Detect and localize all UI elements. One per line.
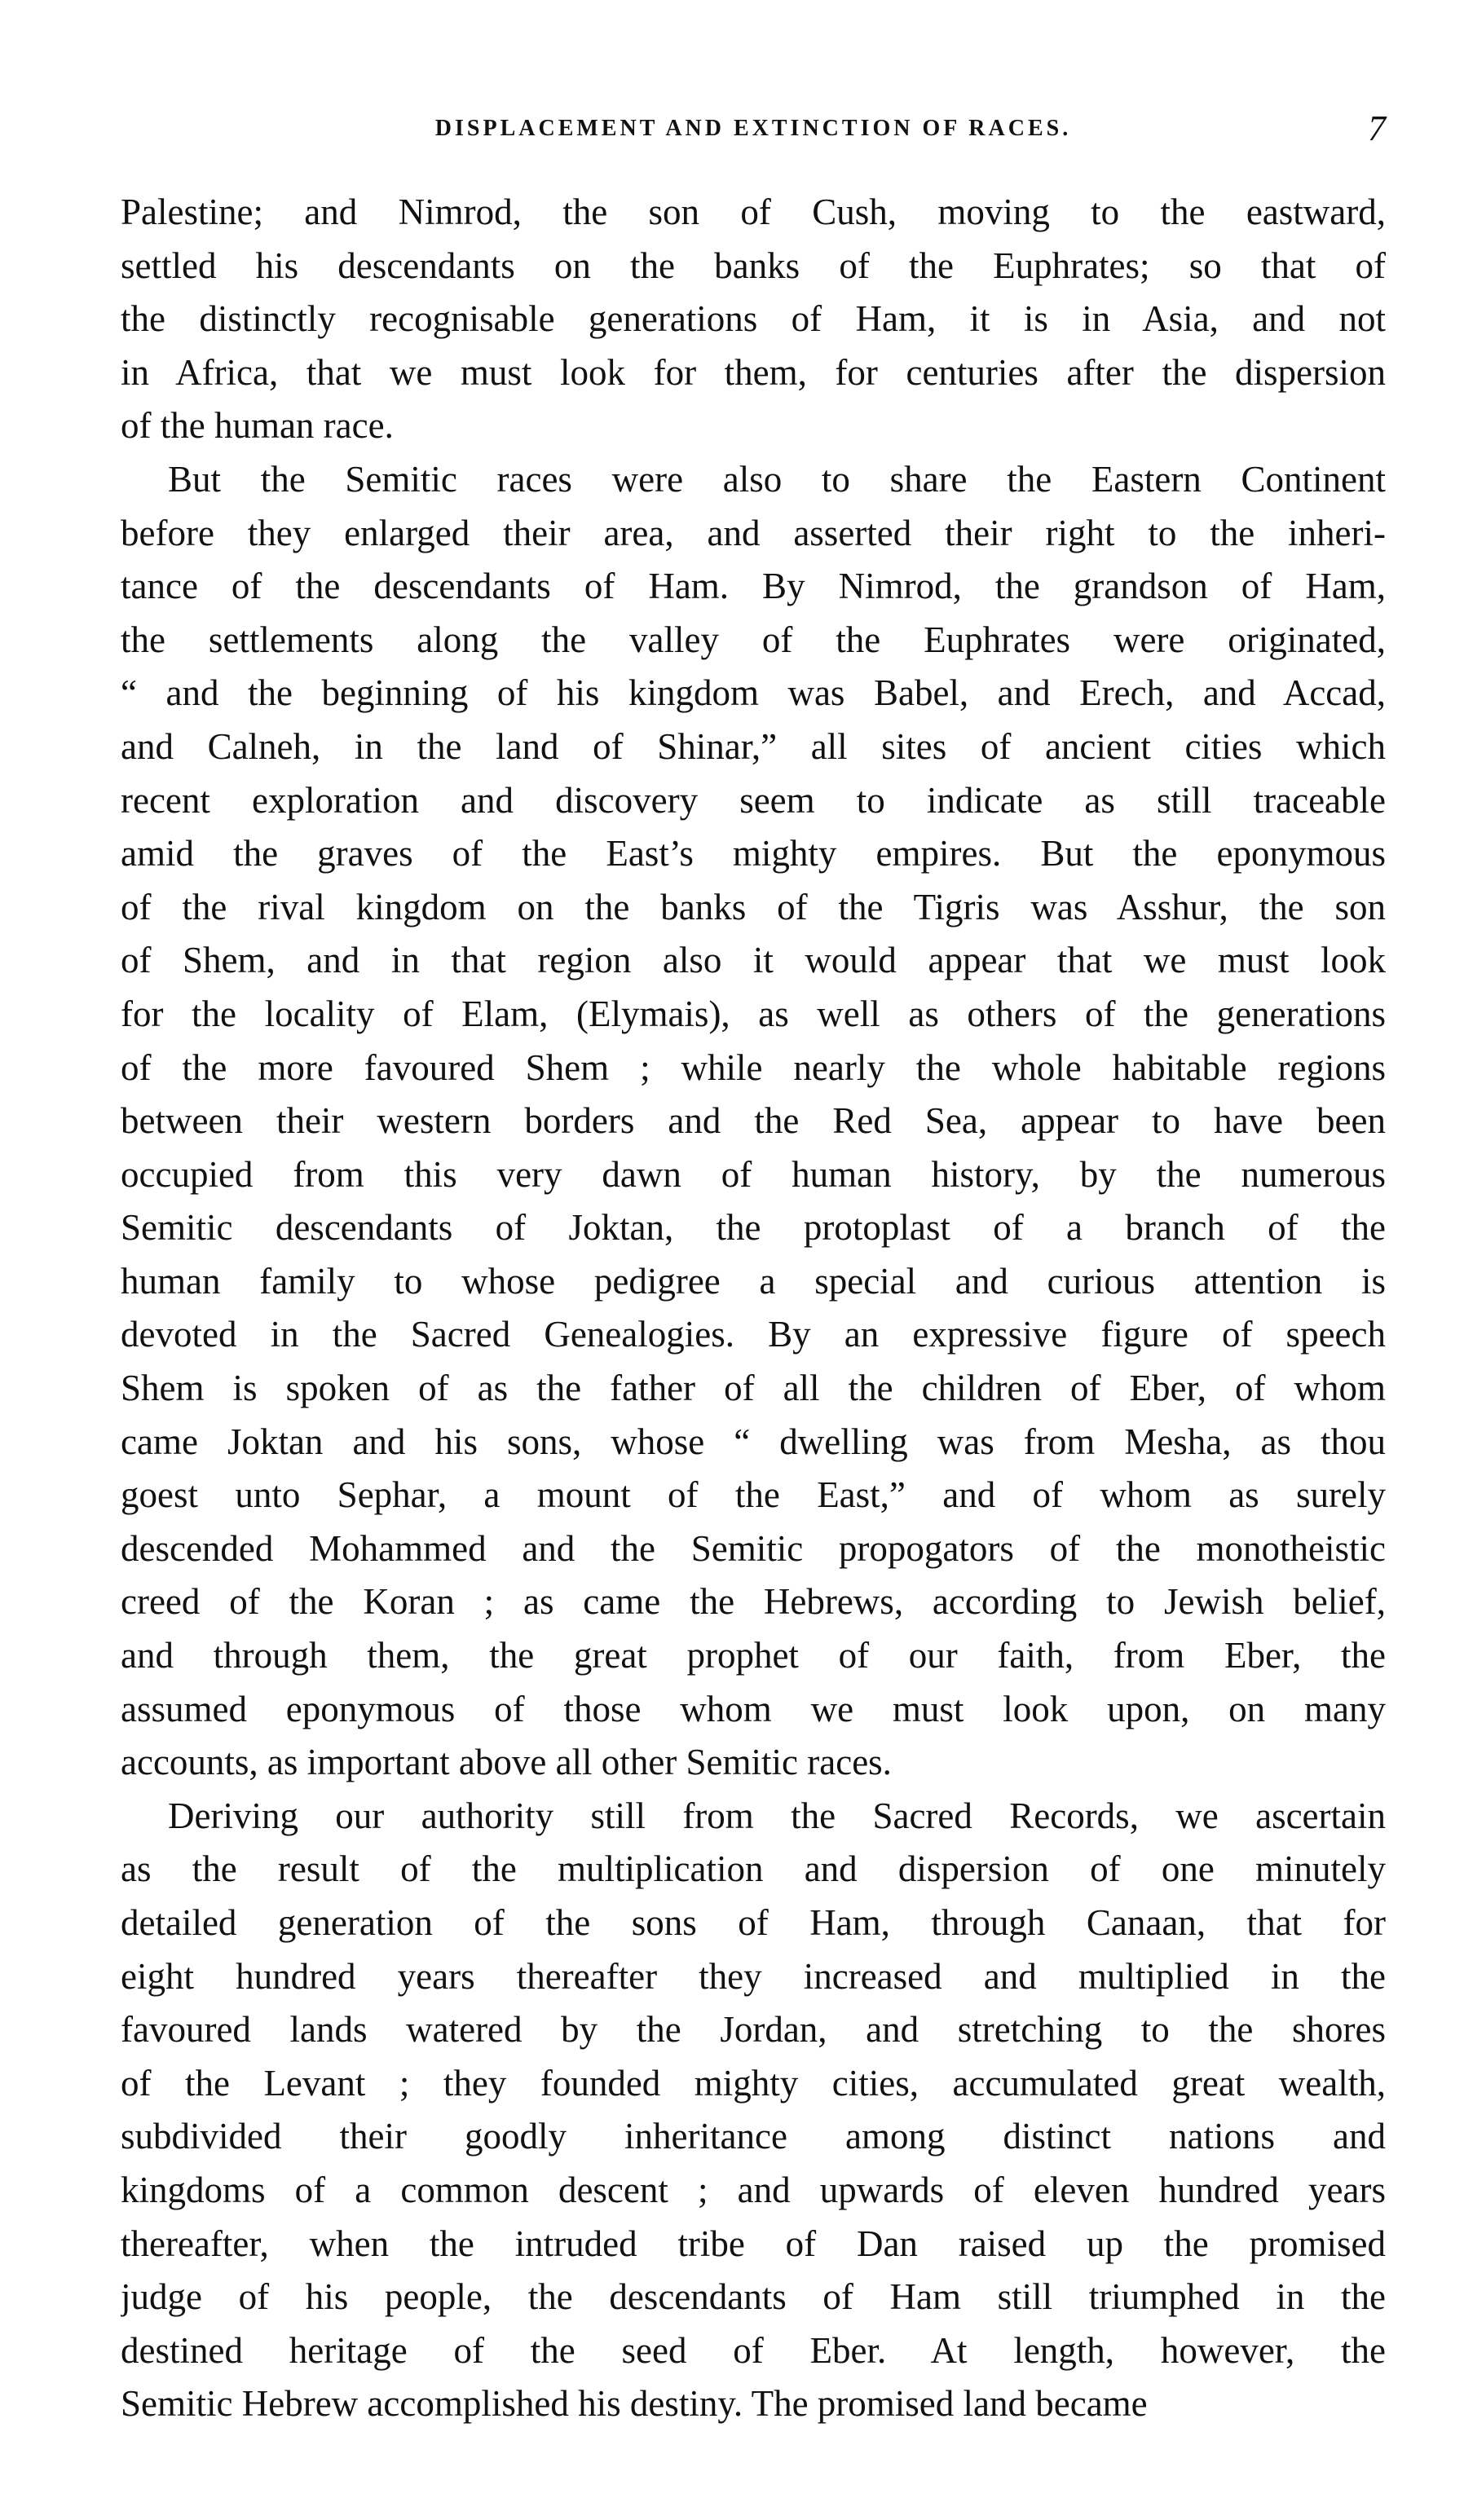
text-line: devoted in the Sacred Genealogies. By an expressive figure of speech [121, 1314, 1386, 1355]
paragraph [121, 186, 1386, 453]
paragraph [121, 453, 1386, 1790]
text-line: settled his descendants on the banks of the Euphrates; so that of [121, 245, 1386, 286]
text-line: But the Semitic races were also to share the Eastern Continent [168, 458, 1386, 500]
text-line: descended Mohammed and the Semitic propogators of the monotheistic [121, 1527, 1386, 1569]
text-line: “ and the beginning of his kingdom was Babel, and Erech, and Accad, [121, 672, 1386, 714]
text-line: and through them, the great prophet of our faith, from Eber, the [121, 1635, 1386, 1676]
text-line: eight hundred years thereafter they increased and multiplied in the [121, 1955, 1386, 1997]
text-line: creed of the Koran ; as came the Hebrews, according to Jewish belief, [121, 1581, 1386, 1623]
text-line: favoured lands watered by the Jordan, and stretching to the shores [121, 2009, 1386, 2051]
text-line: of Shem, and in that region also it would appear that we must look [121, 940, 1386, 981]
text-line: judge of his people, the descendants of Ham still triumphed in the [121, 2276, 1386, 2318]
text-line: Deriving our authority still from the Sacred Records, we ascertain [168, 1795, 1386, 1836]
text-line: occupied from this very dawn of human history, by the numerous [121, 1153, 1386, 1195]
text-line: the distinctly recognisable generations of Ham, it is in Asia, and not [121, 298, 1386, 340]
text-line: in Africa, that we must look for them, for centuries after the dispersion [121, 351, 1386, 393]
text-line: detailed generation of the sons of Ham, through Canaan, that for [121, 1902, 1386, 1943]
text-line: of the more favoured Shem ; while nearly the whole habitable regions [121, 1046, 1386, 1088]
running-title: DISPLACEMENT AND EXTINCTION OF RACES. [434, 116, 1072, 141]
text-line: the settlements along the valley of the Euphrates were originated, [121, 619, 1386, 660]
text-line: Semitic descendants of Joktan, the protoplast of a branch of the [121, 1207, 1386, 1249]
text-line: recent exploration and discovery seem to indicate as still traceable [121, 779, 1386, 821]
text-line: human family to whose pedigree a special and curious attention is [121, 1260, 1386, 1302]
text-line: thereafter, when the intruded tribe of Dan raised up the promised [121, 2223, 1386, 2264]
text-line: Palestine; and Nimrod, the son of Cush, moving to the eastward, [121, 192, 1386, 232]
text-line: subdivided their goodly inheritance among distinct nations and [121, 2116, 1386, 2157]
page-number: 7 [1368, 108, 1386, 148]
text-line: kingdoms of a common descent ; and upwards of eleven hundred years [121, 2169, 1386, 2210]
text-line: Semitic Hebrew accomplished his destiny. The promised land became [121, 2383, 1148, 2425]
text-line: came Joktan and his sons, whose “ dwelling was from Mesha, as thou [121, 1421, 1386, 1462]
text-line: before they enlarged their area, and asserted their right to the inheri- [121, 512, 1386, 553]
text-line: amid the graves of the East’s mighty empires. But the eponymous [121, 833, 1386, 875]
text-line: and Calneh, in the land of Shinar,” all sites of ancient cities which [121, 725, 1386, 767]
text-line: Shem is spoken of as the father of all the children of Eber, of whom [121, 1368, 1386, 1409]
text-line: assumed eponymous of those whom we must look upon, on many [121, 1688, 1386, 1729]
text-line: as the result of the multiplication and dispersion of one minutely [121, 1848, 1386, 1890]
text-line: destined heritage of the seed of Eber. At length, however, the [121, 2329, 1386, 2371]
text-line: between their western borders and the Red Sea, appear to have been [121, 1100, 1386, 1142]
paragraph [121, 1790, 1386, 2431]
running-head [121, 108, 1386, 156]
text-line: for the locality of Elam, (Elymais), as well as others of the generations [121, 993, 1386, 1034]
text-line: goest unto Sephar, a mount of the East,” and of whom as surely [121, 1474, 1386, 1516]
text-line: of the human race. [121, 405, 394, 447]
text-line: of the Levant ; they founded mighty cities, accumulated great wealth, [121, 2062, 1386, 2104]
text-line: tance of the descendants of Ham. By Nimrod, the grandson of Ham, [121, 566, 1386, 607]
text-line: accounts, as important above all other Semitic races. [121, 1742, 892, 1783]
body-text [121, 186, 1386, 2431]
text-line: of the rival kingdom on the banks of the Tigris was Asshur, the son [121, 886, 1386, 927]
